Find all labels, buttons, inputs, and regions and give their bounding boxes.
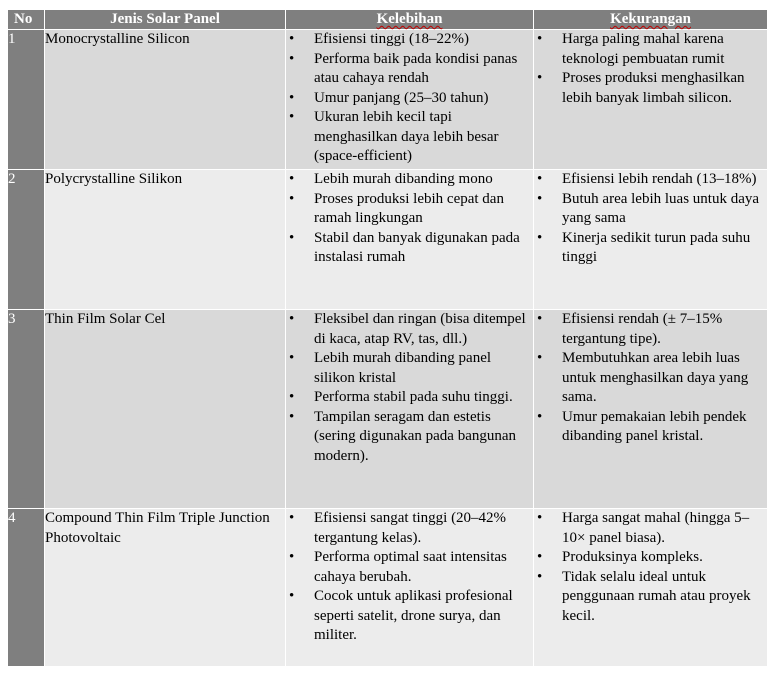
list-item: • Harga paling mahal karena teknologi pembuatan rumit — [562, 30, 767, 69]
list-item: • Lebih murah dibanding mono — [314, 170, 533, 190]
list-item: • Kinerja sedikit turun pada suhu tinggi — [562, 229, 767, 268]
disadvantages-list — [534, 509, 767, 626]
table-row — [8, 30, 768, 170]
advantages-list — [286, 509, 533, 646]
panel-type: Monocrystalline Silicon — [45, 30, 286, 170]
header-kekurangan-label: Kekurangan — [610, 11, 691, 27]
list-item: • Membutuhkan area lebih luas untuk menghasilkan daya yang sama. — [562, 349, 767, 408]
solar-panel-comparison-table — [7, 9, 768, 667]
list-item: • Performa optimal saat intensitas cahaya berubah. — [314, 548, 533, 587]
advantages-cell — [286, 509, 534, 667]
table-row — [8, 170, 768, 310]
advantages-list — [286, 30, 533, 167]
panel-type: Polycrystalline Silikon — [45, 170, 286, 310]
list-item: • Umur panjang (25–30 tahun) — [314, 89, 533, 109]
list-item: • Tidak selalu ideal untuk penggunaan rumah atau proyek kecil. — [562, 568, 767, 627]
list-item: • Proses produksi menghasilkan lebih banyak limbah silicon. — [562, 69, 767, 108]
disadvantages-cell — [534, 310, 768, 509]
advantages-cell — [286, 170, 534, 310]
header-row — [8, 10, 768, 30]
list-item: • Umur pemakaian lebih pendek dibanding panel kristal. — [562, 408, 767, 447]
header-kelebihan — [286, 10, 534, 30]
table-row — [8, 509, 768, 667]
list-item: • Cocok untuk aplikasi profesional seperti satelit, drone surya, dan militer. — [314, 587, 533, 646]
list-item: • Efisiensi tinggi (18–22%) — [314, 30, 533, 50]
list-item: • Tampilan seragam dan estetis (sering digunakan pada bangunan modern). — [314, 408, 533, 467]
disadvantages-cell — [534, 509, 768, 667]
disadvantages-list — [534, 310, 767, 447]
header-kekurangan — [534, 10, 768, 30]
row-number: 4 — [8, 509, 45, 667]
advantages-list — [286, 170, 533, 268]
list-item: • Lebih murah dibanding panel silikon kristal — [314, 349, 533, 388]
list-item: • Ukuran lebih kecil tapi menghasilkan daya lebih besar (space-efficient) — [314, 108, 533, 167]
advantages-cell — [286, 30, 534, 170]
list-item: • Stabil dan banyak digunakan pada instalasi rumah — [314, 229, 533, 268]
disadvantages-list — [534, 170, 767, 268]
list-item: • Fleksibel dan ringan (bisa ditempel di kaca, atap RV, tas, dll.) — [314, 310, 533, 349]
list-item: • Performa baik pada kondisi panas atau cahaya rendah — [314, 50, 533, 89]
list-item: • Efisiensi sangat tinggi (20–42% tergantung kelas). — [314, 509, 533, 548]
list-item: • Butuh area lebih luas untuk daya yang sama — [562, 190, 767, 229]
list-item: • Produksinya kompleks. — [562, 548, 767, 568]
advantages-cell — [286, 310, 534, 509]
list-item: • Efisiensi rendah (± 7–15% tergantung tipe). — [562, 310, 767, 349]
list-item: • Performa stabil pada suhu tinggi. — [314, 388, 533, 408]
list-item: • Harga sangat mahal (hingga 5–10× panel biasa). — [562, 509, 767, 548]
panel-type: Thin Film Solar Cel — [45, 310, 286, 509]
disadvantages-cell — [534, 30, 768, 170]
row-number: 3 — [8, 310, 45, 509]
header-jenis: Jenis Solar Panel — [45, 10, 286, 30]
list-item: • Proses produksi lebih cepat dan ramah lingkungan — [314, 190, 533, 229]
disadvantages-cell — [534, 170, 768, 310]
table-row — [8, 310, 768, 509]
disadvantages-list — [534, 30, 767, 108]
header-kelebihan-label: Kelebihan — [376, 11, 443, 27]
row-number: 1 — [8, 30, 45, 170]
panel-type: Compound Thin Film Triple Junction Photovoltaic — [45, 509, 286, 667]
row-number: 2 — [8, 170, 45, 310]
advantages-list — [286, 310, 533, 466]
header-no: No — [8, 10, 45, 30]
list-item: • Efisiensi lebih rendah (13–18%) — [562, 170, 767, 190]
